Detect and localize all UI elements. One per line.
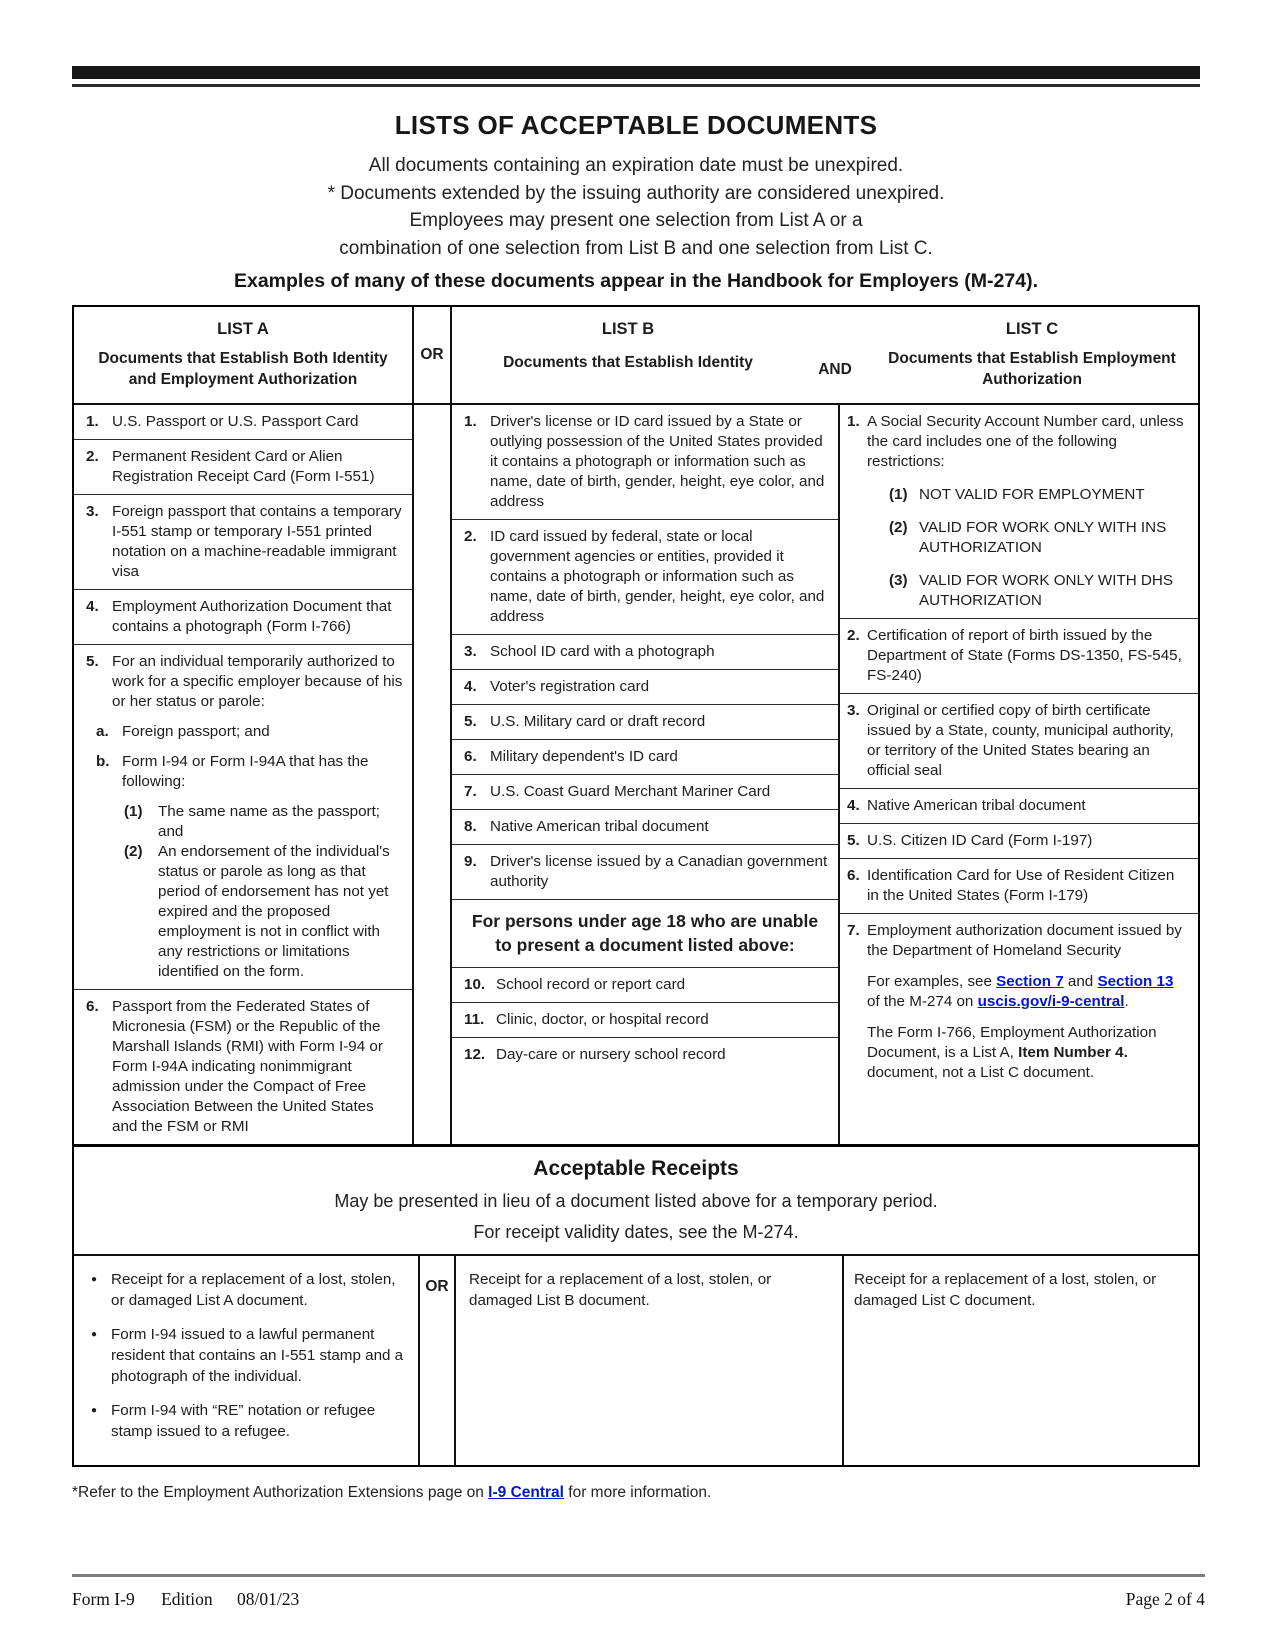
item-number: 7. (464, 782, 477, 800)
table-header-row (74, 307, 1198, 405)
item-text: For an individual temporarily authorized to work for a specific employer because of his or her status or parole: (112, 652, 403, 710)
section-7-link[interactable]: Section 7 (996, 972, 1064, 990)
item-text: Foreign passport that contains a temporary I-551 stamp or temporary I-551 printed notation on a machine-readable immigrant visa (112, 502, 402, 580)
list-a-item-5b2 (124, 842, 406, 982)
acceptable-documents-table (72, 305, 1200, 1467)
list-b-c-header (452, 307, 1198, 403)
item-number: 1. (464, 412, 477, 430)
item-text: Voter's registration card (490, 677, 650, 695)
receipts-list-c-cell (842, 1256, 1198, 1465)
list-b-header (452, 307, 804, 403)
list-c-header (866, 307, 1198, 403)
item-text: VALID FOR WORK ONLY WITH INS AUTHORIZATION (919, 518, 1167, 556)
item-text: Native American tribal document (490, 817, 709, 835)
list-b-item-12 (452, 1038, 838, 1144)
item-text: Certification of report of birth issued by the Department of State (Forms DS-1350, FS-545, FS-240) (867, 626, 1182, 684)
list-a-item-3 (74, 495, 412, 590)
top-thin-rule (72, 84, 1200, 87)
list-b-item-3 (452, 635, 838, 670)
item-number: 1. (86, 412, 99, 430)
list-b-item-9 (452, 845, 838, 900)
list-a-subtitle: Documents that Establish Both Identity and Employment Authorization (98, 349, 388, 388)
list-c-title: LIST C (1005, 319, 1059, 338)
item-number: 6. (847, 866, 860, 884)
item-number: 4. (847, 796, 860, 814)
item-number: 5. (464, 712, 477, 730)
item-text: Clinic, doctor, or hospital record (496, 1010, 709, 1028)
top-black-bar (72, 66, 1200, 79)
page-title: LISTS OF ACCEPTABLE DOCUMENTS (394, 110, 878, 140)
paragraph-text: document, not a List C document. (867, 1063, 1095, 1081)
item-text: NOT VALID FOR EMPLOYMENT (919, 485, 1145, 503)
receipt-bullet-item (74, 1269, 412, 1311)
receipts-body-row (74, 1256, 1198, 1465)
footer-left (72, 1589, 299, 1610)
item-number-4-bold: Item Number 4. (1018, 1043, 1128, 1061)
item-letter: b. (96, 752, 110, 770)
item-subnumber: (1) (889, 485, 908, 503)
receipts-list-a-cell (74, 1256, 420, 1465)
item-text: The same name as the passport; and (158, 802, 381, 840)
footer-form-number: Form I-9 (72, 1588, 135, 1609)
item-text: ID card issued by federal, state or local government agencies or entities, provided it contains a photograph or information such as name, date of birth, gender, height, eye color, and address (490, 527, 825, 625)
item-number: 6. (464, 747, 477, 765)
or-header-cell: OR (414, 307, 452, 403)
item-subnumber: (2) (124, 842, 143, 860)
list-a-item-5b1 (124, 802, 406, 842)
item-text: Passport from the Federated States of Micronesia (FSM) or the Republic of the Marshall Islands (RMI) with Form I-94 or Form I-94A indicating nonimmigrant admission under the Compact of Free Association Between the United States and the FSM or RMI (112, 997, 383, 1135)
footer-rule (72, 1574, 1205, 1577)
item-text (867, 921, 1192, 1137)
list-a-item-1 (74, 405, 412, 440)
receipt-bullet-item (74, 1324, 412, 1387)
item-text: Identification Card for Use of Resident Citizen in the United States (Form I-179) (867, 866, 1175, 904)
item-text: School ID card with a photograph (490, 642, 715, 660)
list-a-item-2 (74, 440, 412, 495)
item-text: Native American tribal document (867, 796, 1086, 814)
intro-bold-line: Examples of many of these documents appear in the Handbook for Employers (M-274). (233, 270, 1038, 292)
item-number: 1. (847, 412, 860, 430)
item-subnumber: (2) (889, 518, 908, 536)
footnote-text: *Refer to the Employment Authorization Extensions page on (72, 1483, 489, 1501)
uscis-i9-central-link[interactable]: uscis.gov/i-9-central (977, 992, 1125, 1010)
item-number: 3. (464, 642, 477, 660)
list-b-item-11 (452, 1003, 838, 1038)
item-text: An endorsement of the individual's status or parole as long as that period of endorsement has not yet expired and the proposed employment is not in conflict with any restrictions or limitations identified on the form. (158, 842, 390, 980)
item-text: A Social Security Account Number card, unless the card includes one of the following restrictions: (867, 412, 1184, 470)
item-text: Original or certified copy of birth certificate issued by a State, county, municipal authority, or territory of the United States bearing an official seal (867, 701, 1174, 779)
list-c-item-7 (840, 914, 1198, 1144)
item-number: 7. (847, 921, 860, 939)
document-page (72, 0, 1205, 1610)
footnote (72, 1484, 1200, 1502)
i9-central-link[interactable]: I-9 Central (488, 1483, 564, 1501)
list-c-form-i766-note (867, 1023, 1189, 1083)
item-number: 5. (86, 652, 99, 670)
list-a-item-6 (74, 990, 412, 1144)
item-text: Military dependent's ID card (490, 747, 678, 765)
list-c-item-1 (840, 405, 1198, 619)
item-text: Employment authorization document issued by the Department of Homeland Security (867, 921, 1182, 959)
list-c-item-5 (840, 824, 1198, 859)
item-text: Foreign passport; and (122, 722, 270, 740)
item-text: U.S. Citizen ID Card (Form I-197) (867, 831, 1093, 849)
list-c-item-1-restriction-2 (889, 518, 1192, 558)
item-number: 4. (464, 677, 477, 695)
item-text: VALID FOR WORK ONLY WITH DHS AUTHORIZATION (919, 571, 1173, 609)
or-spacer-column (414, 405, 452, 1144)
under-18-heading: For persons under age 18 who are unable to present a document listed above: (452, 900, 838, 968)
list-c-item-6 (840, 859, 1198, 914)
list-b-item-10 (452, 968, 838, 1003)
list-c-item-1-restriction-1 (889, 485, 1192, 505)
item-number: 2. (464, 527, 477, 545)
list-b-column (452, 405, 838, 1144)
footer-edition-label: Edition (161, 1588, 213, 1609)
item-text: Permanent Resident Card or Alien Registration Receipt Card (Form I-551) (112, 447, 375, 485)
list-a-item-5 (74, 645, 412, 990)
bullet-text: Form I-94 issued to a lawful permanent resident that contains an I-551 stamp and a photograph of the individual. (111, 1325, 404, 1385)
item-text: Employment Authorization Document that contains a photograph (Form I-766) (112, 597, 392, 635)
bullet-icon: ● (91, 1273, 98, 1285)
list-a-header (74, 307, 414, 403)
list-c-column (838, 405, 1198, 1144)
list-c-item-2 (840, 619, 1198, 694)
list-b-item-4 (452, 670, 838, 705)
item-text: School record or report card (496, 975, 686, 993)
list-a-item-5b (96, 752, 406, 792)
item-subnumber: (1) (124, 802, 143, 820)
bullet-text: Form I-94 with “RE” notation or refugee stamp issued to a refugee. (111, 1401, 376, 1440)
item-text: U.S. Military card or draft record (490, 712, 706, 730)
paragraph-text: of the M-274 on (867, 992, 978, 1010)
item-number: 9. (464, 852, 477, 870)
intro-line: Employees may present one selection from List A or a (409, 210, 863, 231)
footer-edition-date: 08/01/23 (236, 1588, 300, 1609)
item-text: Driver's license issued by a Canadian government authority (490, 852, 828, 890)
item-number: 11. (464, 1010, 485, 1028)
intro-line: All documents containing an expiration date must be unexpired. (368, 155, 904, 176)
list-a-title: LIST A (217, 319, 269, 338)
list-b-item-5 (452, 705, 838, 740)
footnote-text: for more information. (563, 1483, 712, 1501)
item-number: 2. (86, 447, 99, 465)
item-number: 4. (86, 597, 99, 615)
paragraph-text: . (1124, 992, 1129, 1010)
section-13-link[interactable]: Section 13 (1097, 972, 1174, 990)
item-text: U.S. Coast Guard Merchant Mariner Card (490, 782, 771, 800)
item-text: Form I-94 or Form I-94A that has the following: (122, 752, 369, 790)
list-b-item-8 (452, 810, 838, 845)
list-b-item-1 (452, 405, 838, 520)
bullet-icon: ● (91, 1404, 98, 1416)
receipts-line-2: For receipt validity dates, see the M-274. (473, 1221, 799, 1242)
item-number: 8. (464, 817, 477, 835)
receipts-line-1: May be presented in lieu of a document listed above for a temporary period. (334, 1190, 938, 1211)
item-text: Day-care or nursery school record (496, 1045, 726, 1063)
paragraph-text: and (1063, 972, 1098, 990)
list-b-subtitle: Documents that Establish Identity (503, 353, 753, 371)
receipt-text: Receipt for a replacement of a lost, stolen, or damaged List C document. (854, 1270, 1157, 1309)
receipts-or-cell: OR (420, 1256, 456, 1465)
paragraph-text: For examples, see (867, 972, 997, 990)
and-header-cell: AND (818, 360, 852, 378)
list-a-item-5a (96, 722, 406, 742)
list-b-title: LIST B (601, 319, 655, 338)
item-number: 6. (86, 997, 99, 1015)
item-number: 12. (464, 1045, 486, 1063)
list-c-subtitle: Documents that Establish Employment Authorization (888, 349, 1176, 388)
list-a-item-4 (74, 590, 412, 645)
item-number: 2. (847, 626, 860, 644)
receipts-title: Acceptable Receipts (533, 1156, 739, 1180)
list-c-examples-paragraph (867, 972, 1189, 1012)
item-number: 3. (847, 701, 860, 719)
intro-line: * Documents extended by the issuing authority are considered unexpired. (327, 182, 945, 204)
list-b-item-2 (452, 520, 838, 635)
intro-line: combination of one selection from List B and one selection from List C. (339, 237, 933, 259)
item-text: U.S. Passport or U.S. Passport Card (112, 412, 359, 430)
bullet-text: Receipt for a replacement of a lost, stolen, or damaged List A document. (111, 1270, 396, 1309)
list-c-item-1-restriction-3 (889, 571, 1192, 611)
table-body (74, 405, 1198, 1144)
item-subnumber: (3) (889, 571, 908, 589)
list-c-item-3 (840, 694, 1198, 789)
list-b-item-6 (452, 740, 838, 775)
acceptable-receipts-header (74, 1144, 1198, 1256)
paragraph-text: The Form I-766, Employment Authorization Document, is a List A, (867, 1023, 1157, 1061)
list-a-column (74, 405, 414, 1144)
bullet-icon: ● (91, 1328, 98, 1340)
receipt-bullet-item (74, 1400, 412, 1442)
item-number: 5. (847, 831, 860, 849)
receipt-text: Receipt for a replacement of a lost, stolen, or damaged List B document. (469, 1270, 772, 1309)
item-text: Driver's license or ID card issued by a State or outlying possession of the United States provided it contains a photograph or information such as name, date of birth, gender, height, eye color, and address (490, 412, 825, 510)
footer-page-number: Page 2 of 4 (1125, 1588, 1205, 1609)
list-b-item-7 (452, 775, 838, 810)
item-letter: a. (96, 722, 109, 740)
item-number: 10. (464, 975, 486, 993)
receipts-list-b-cell (456, 1256, 842, 1465)
footer (72, 1589, 1205, 1610)
list-c-item-4 (840, 789, 1198, 824)
item-number: 3. (86, 502, 99, 520)
